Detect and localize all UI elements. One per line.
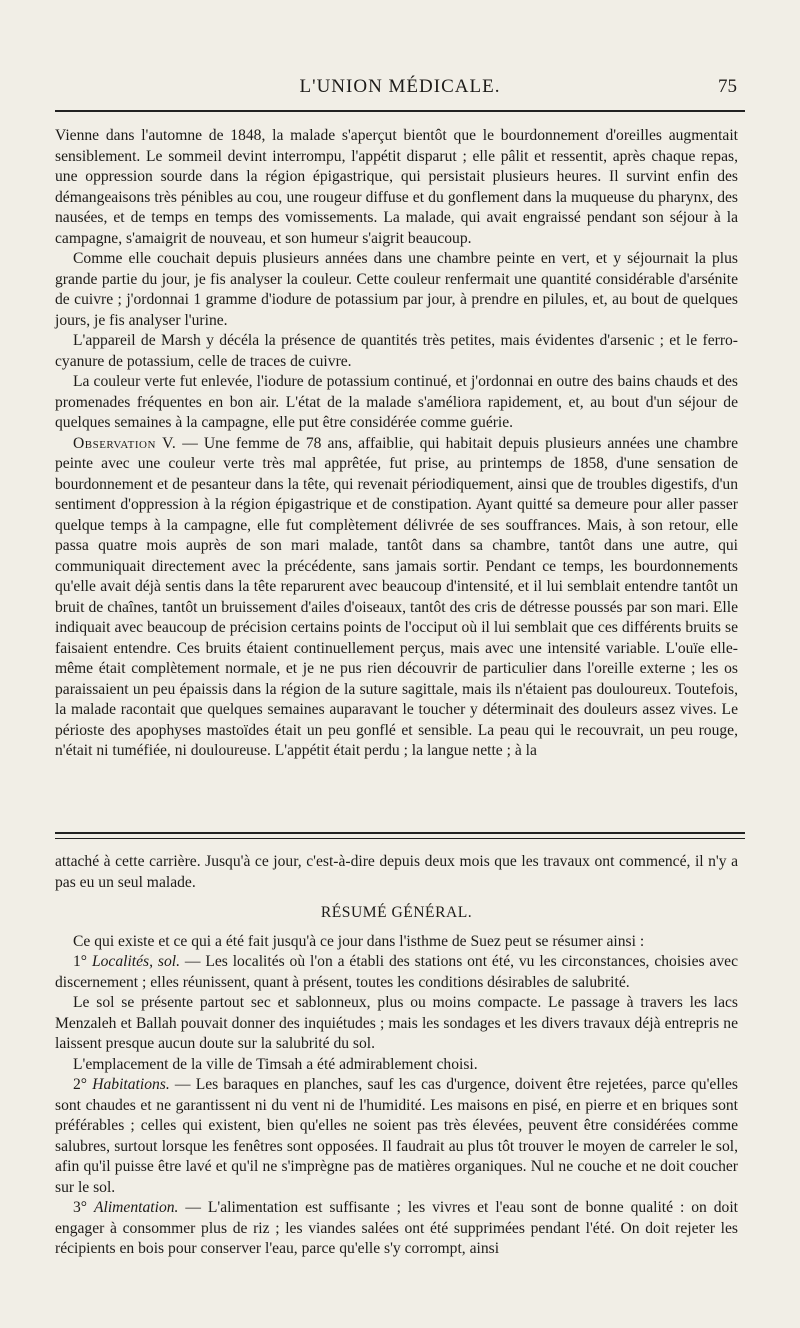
paragraph: Ce qui existe et ce qui a été fait jusqu'à ce jour dans l'isthme de Suez peut se résumer ainsi : — [73, 932, 645, 950]
observation-paragraph — [55, 434, 738, 762]
item-heading: Localités, sol. — [91, 953, 180, 970]
top-text-block — [55, 126, 738, 762]
item-text: — Les baraques en planches, sauf les cas d'urgence, doivent être rejetées, parce qu'elles sont chaudes et ne garantissent ni du vent ni de l'humidité. Les maisons en pisé, en pierre et en briques sont préférables ; celles qui existent, bien qu'elles ne soient pas très élevées, peuvent être considérées comme salubres, surtout lorsque les fenêtres sont opposées. Il faudrait au plus tôt trouver le moyen de carreler le sol, afin qu'il puisse être lavé et qu'il ne s'imprègne pas de matières organiques. Nul ne couche et ne doit coucher sur le sol. — [55, 1076, 738, 1196]
list-item — [55, 952, 738, 993]
list-item — [55, 1075, 738, 1198]
paragraph: L'emplacement de la ville de Timsah a été admirablement choisi. — [73, 1055, 478, 1073]
paragraph: Comme elle couchait depuis plusieurs années dans une chambre peinte en vert, et y séjournait la plus grande partie du jour, je fis analyser la couleur. Cette couleur renfermait une quantité considérable d'arsénite de cuivre ; j'ordonnai 1 gramme d'iodure de potassium par jour, à prendre en pilules, et, au bout de quelques jours, je fis analyser l'urine. — [55, 250, 738, 329]
item-text: — L'alimentation est suffisante ; les vivres et l'eau sont de bonne qualité : on doit engager à consommer plus de riz ; les viandes salées ont été supprimées pendant l'été. On doit rejeter les récipients en bois pour conserver l'eau, parce qu'elle s'y corrompt, ainsi — [55, 1199, 739, 1257]
page-header — [55, 76, 745, 106]
paragraph: Le sol se présente partout sec et sablonneux, plus ou moins compacte. Le passage à travers les lacs Menzaleh et Ballah pouvait donner des inquiétudes ; mais les sondages et les divers travaux déjà entrepris ne laissent presque aucun doute sur la salubrité du sol. — [55, 994, 738, 1052]
header-rule — [55, 110, 745, 112]
paragraph: attaché à cette carrière. Jusqu'à ce jour, c'est-à-dire depuis deux mois que les travaux ont commencé, il n'y a pas eu un seul malade. — [55, 853, 738, 891]
list-item — [55, 1198, 738, 1260]
item-number: 2° — [73, 1076, 88, 1093]
paragraph: L'appareil de Marsh y décéla la présence de quantités très petites, mais évidentes d'arsenic ; et le ferro-cyanure de potassium, celle de traces de cuivre. — [55, 332, 738, 370]
item-text: — Les localités où l'on a établi des stations ont été, vu les circonstances, choisies avec discernement ; elles réunissent, quant à présent, toutes les conditions désirables de salubrité. — [55, 953, 738, 991]
paragraph: Vienne dans l'automne de 1848, la malade s'aperçut bientôt que le bourdonnement d'oreilles augmentait sensiblement. Le sommeil devint interrompu, l'appétit disparut ; elle pâlit et ressentit, après chaque repas, une oppression sourde dans la région épigastrique, qui persistait plusieurs heures. Il survint enfin des démangeaisons très pénibles au cou, une rougeur diffuse et du gonflement dans la muqueuse du pharynx, des nausées, et de temps en temps des vomissements. La malade, qui avait engraissé pendant son séjour à la campagne, s'amaigrit de nouveau, et son humeur s'aigrit beaucoup. — [55, 127, 738, 247]
item-heading: Habitations. — [92, 1076, 170, 1093]
bottom-text-block — [55, 852, 738, 1260]
item-number: 3° — [73, 1199, 88, 1216]
section-divider — [55, 832, 745, 839]
page-number: 75 — [718, 76, 737, 97]
observation-text: — Une femme de 78 ans, affaiblie, qui habitait depuis plusieurs années une chambre peinte avec une couleur verte très mal apprêtée, fut prise, au printemps de 1858, d'une sensation de bourdonnement et de pesanteur dans la tête, qui revenait périodiquement, ainsi que de troubles digestifs, d'un sentiment d'oppression à la région épigastrique et de constipation. Ayant quitté sa demeure pour aller passer quelque temps à la campagne, elle fut complètement délivrée de ses souffrances. Mais, à son retour, elle passa quatre mois auprès de son mari malade, tantôt dans sa chambre, tantôt dans une autre, qui communiquait directement avec la précédente, sans jamais sortir. Pendant ce temps, les bourdonnements qu'elle avait déjà sentis dans la tête reparurent avec beaucoup d'intensité, et il lui semblait entendre tantôt un bruit de chaînes, tantôt un bruissement d'ailes d'oiseaux, tantôt des cris de détresse poussés par son mari. Elle indiquait avec beaucoup de précision certains points de l'occiput où il lui semblait que ces différents bruits se faisaient entendre. Ces bruits étaient continuellement perçus, mais avec une intensité variable. L'ouïe elle-même était complètement normale, et je ne pus rien découvrir de particulier dans l'oreille externe ; les os paraissaient un peu épaissis dans la région de la suture sagittale, mais ils n'étaient pas douloureux. Toutefois, la malade racontait que quelques semaines auparavant le toucher y déterminait des douleurs assez vives. Le périoste des apophyses mastoïdes était un peu gonflé et sensible. La peau qui le recouvrait, un peu rouge, n'était ni tuméfiée, ni douloureuse. L'appétit était perdu ; la langue nette ; à la — [55, 434, 738, 759]
item-heading: Alimentation. — [93, 1199, 179, 1216]
running-title: L'UNION MÉDICALE. — [299, 76, 501, 97]
paragraph: La couleur verte fut enlevée, l'iodure de potassium continué, et j'ordonnai en outre des bains chauds et des promenades fréquentes en bon air. L'état de la malade s'améliora rapidement, et, au bout d'un séjour de quelques semaines à la campagne, elle put être considérée comme guérie. — [55, 373, 738, 431]
item-number: 1° — [73, 953, 88, 970]
observation-label: Observation V. — [73, 434, 177, 452]
section-title: RÉSUMÉ GÉNÉRAL. — [320, 904, 473, 921]
